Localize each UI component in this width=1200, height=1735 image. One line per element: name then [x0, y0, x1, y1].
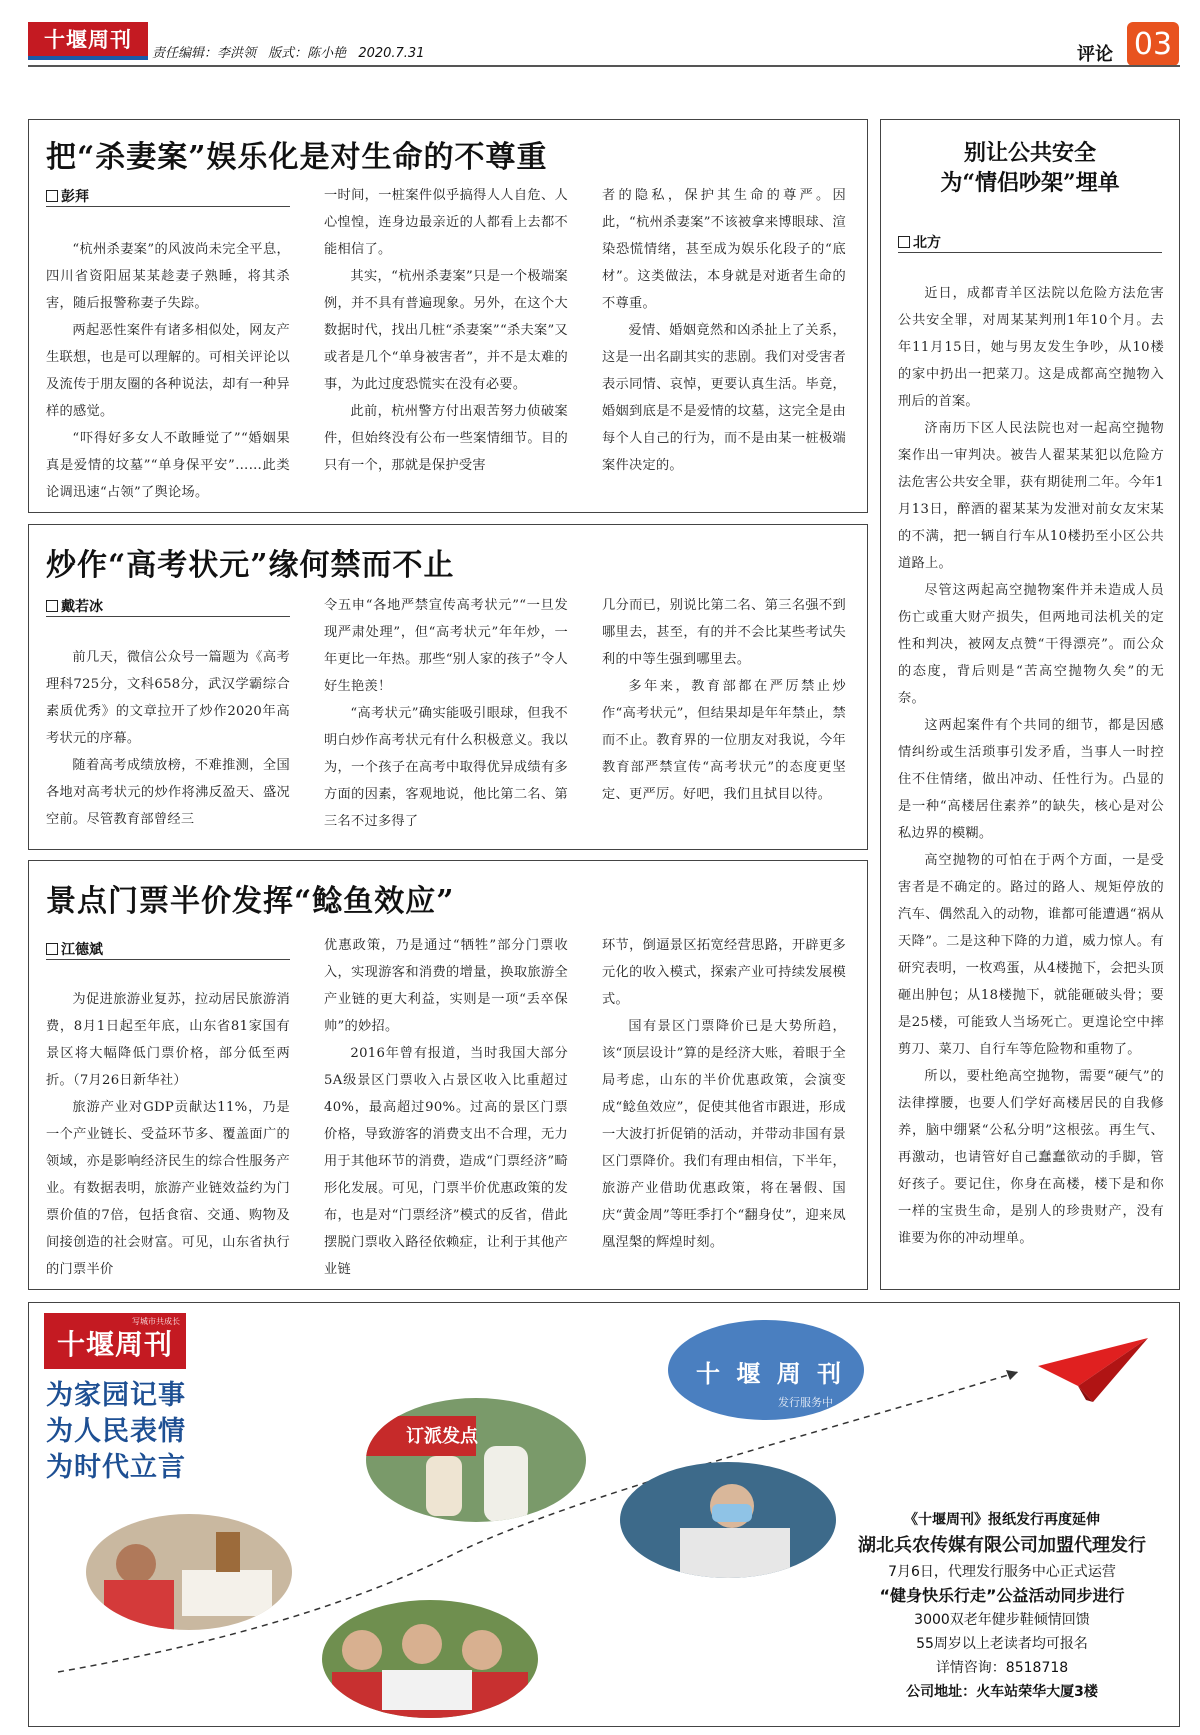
editor-credit: 责任编辑：李洪领	[152, 46, 257, 61]
sidebar-body: 近日，成都青羊区法院以危险方法危害公共安全罪，对周某某判刑1年10个月。去年11月15日，她与男友发生争吵，从10楼的家中扔出一把菜刀。这是成都高空抛物入刑后的首案。 济南历下区人民法院也对一起高空抛物案作出一审判决。被告人翟某某犯以危险方法危害公共安全罪，获有期徒刑二年。今年1月13日，醉酒的翟某某为发泄对前女友宋某的不满，把一辆自行车从10楼扔至小区公共道路上。 尽管这两起高空抛物案件并未造成人员伤亡或重大财产损失，但两地司法机关的定性和判决，被网友点赞“干得漂亮”。而公众的态度，背后则是“苦高空抛物久矣”的无奈。 这两起案件有个共同的细节，都是因感情纠纷或生活琐事引发矛盾，当事人一时控住不住情绪，做出冲动、任性行为。凸显的是一种“高楼居住素养”的缺失，核心是对公私边界的模糊。 高空抛物的可怕在于两个方面，一是受害者是不确定的。路过的路人、规矩停放的汽车、偶然乱入的动物，谁都可能遭遇“祸从天降”。二是这种下降的力道，威力惊人。有研究表明，一枚鸡蛋，从4楼抛下，会把头顶砸出肿包；从18楼抛下，就能砸破头骨；要是25楼，可能致人当场死亡。更遑论空中摔剪刀、菜刀、自行车等危险物和重物了。 所以，要杜绝高空抛物，需要“硬气”的法律撑腰，也要人们学好高楼居民的自我修养，脑中绷紧“公私分明”这根弦。再生气、再激动，也请管好自己蠢蠢欲动的手脚，管好孩子。要记住，你身在高楼，楼下是和你一样的宝贵生命，是别人的珍贵财产，没有谁要为你的冲动埋单。	[898, 286, 1164, 1246]
article-column: 为促进旅游业复苏，拉动居民旅游消费，8月1日起至年底，山东省81家国有景区将大幅降低门票价格，部分低至两折。（7月26日新华社） 旅游产业对GDP贡献达11%，乃是一个产业链长、受益环节多、覆盖面广的领域，亦是影响经济民生的综合性服务产业。有数据表明，旅游产业链效益约为门票价值的7倍，包括食宿、交通、购物及间接创造的社会财富。可见，山东省执行的门票半价	[46, 992, 290, 1277]
ad-slogans: 为家园记事 为人民表情 为时代立言	[46, 1380, 186, 1483]
photo-readers: 订派发点	[366, 1398, 586, 1522]
article-column: 优惠政策，乃是通过“牺牲”部分门票收入，实现游客和消费的增量，换取旅游全产业链的更大利益，实则是一项“丢卒保帅”的妙招。 2016年曾有报道，当时我国大部分5A级景区门票收入占景区收入比重超过40%，最高超过90%。过高的景区门票价格，导致游客的消费支出不合理，无力用于其他环节的消费，造成“门票经济”畸形化发展。可见，门票半价优惠政策的发布，也是对“门票经济”模式的反省，借此摆脱门票收入路径依赖症，让利于其他产业链	[324, 938, 568, 1277]
page-number: 03	[1127, 22, 1179, 66]
header-rule	[28, 65, 1180, 67]
issue-date: 2020.7.31	[358, 46, 425, 61]
article-byline: 戴若冰	[46, 596, 103, 616]
article-column: 前几天，微信公众号一篇题为《高考理科725分，文科658分，武汉学霸综合素质优秀》的文章拉开了炒作2020年高考状元的序幕。 随着高考成绩放榜，不难推测，全国各地对高考状元的炒作将沸反盈天、盛况空前。尽管教育部曾经三	[46, 650, 290, 827]
article-headline: 把“杀妻案”娱乐化是对生命的不尊重	[46, 140, 548, 175]
ad-logo: 写城市共成长 十堰周刊	[44, 1313, 186, 1369]
photo-children-reading	[86, 1514, 292, 1630]
byline-rule	[46, 206, 290, 207]
article-column: “杭州杀妻案”的风波尚未完全平息，四川省资阳屈某某趁妻子熟睡，将其杀害，随后报警称妻子失踪。 两起恶性案件有诸多相似处，网友产生联想，也是可以理解的。可相关评论以及流传于朋友圈的各种说法，却有一种异样的感觉。 “吓得好多女人不敢睡觉了”“婚姻果真是爱情的坟墓”“单身保平安”……此类论调迅速“占领”了舆论场。	[46, 242, 290, 500]
article-column: 环节，倒逼景区拓宽经营思路，开辟更多元化的收入模式，探索产业可持续发展模式。 国有景区门票降价已是大势所趋，该“顶层设计”算的是经济大账，着眼于全局考虑，山东的半价优惠政策，会演变成“鲶鱼效应”，促使其他省市跟进，形成一大波打折促销的活动，并带动非国有景区门票降价。我们有理由相信，下半年，旅游产业借助优惠政策，将在暑假、国庆“黄金周”等旺季打个“翻身仗”，迎来凤凰涅槃的辉煌时刻。	[602, 938, 846, 1250]
sidebar-headline: 别让公共安全 为“情侣吵架”埋单	[940, 140, 1120, 196]
section-name: 评论	[1077, 44, 1113, 65]
article-headline: 炒作“高考状元”缘何禁而不止	[46, 548, 455, 583]
article-column: 令五申“各地严禁宣传高考状元”“一旦发现严肃处理”，但“高考状元”年年炒，一年更比一年热。那些“别人家的孩子”令人好生艳羡！ “高考状元”确实能吸引眼球，但我不明白炒作高考状元有什么积极意义。我以为，一个孩子在高考中取得优异成绩有多方面的因素，客观地说，他比第二名、第三名不过多得了	[324, 598, 568, 829]
byline-rule	[898, 252, 1162, 253]
paper-plane-icon	[1038, 1338, 1148, 1402]
article-column: 者的隐私，保护其生命的尊严。因此，“杭州杀妻案”不该被拿来博眼球、渲染恐慌情绪，甚至成为娱乐化段子的“底材”。这类做法，本身就是对逝者生命的不尊重。 爱情、婚姻竟然和凶杀扯上了关系，这是一出名副其实的悲剧。我们对受害者表示同情、哀悼，更要认真生活。毕竟，婚姻到底是不是爱情的坟墓，这完全是由每个人自己的行为，而不是由某一桩极端案件决定的。	[602, 188, 846, 473]
article-byline: 彭拜	[46, 186, 89, 206]
ad-promo-text: 《十堰周刊》报纸发行再度延伸 湖北兵农传媒有限公司加盟代理发行 7月6日，代理发行服务中心正式运营 “健身快乐行走”公益活动同步进行 3000双老年健步鞋倾情回馈 55周岁以上老读者均可报名 详情咨询：8518718 公司地址：火车站荣华大厦3楼	[858, 1512, 1146, 1700]
photo-distribution-center: 十 堰 周 刊 发行服务中	[668, 1320, 864, 1420]
arrow-head-icon	[1006, 1370, 1018, 1380]
layout-credit: 版式：陈小艳	[268, 46, 347, 61]
article-headline: 景点门票半价发挥“鲶鱼效应”	[46, 884, 455, 919]
masthead-meta	[152, 42, 432, 61]
masthead-logo: 十堰周刊	[28, 22, 148, 60]
photo-masked-reader	[620, 1462, 836, 1578]
article-column: 一时间，一桩案件似乎搞得人人自危、人心惶惶，连身边最亲近的人都看上去都不能相信了。 其实，“杭州杀妻案”只是一个极端案例，并不具有普遍现象。另外，在这个大数据时代，找出几桩“杀妻案”“杀夫案”又或者是几个“单身被害者”，并不是太难的事，为此过度恐慌实在没有必要。 此前，杭州警方付出艰苦努力侦破案件，但始终没有公布一些案情细节。目的只有一个，那就是保护受害	[324, 188, 568, 473]
sidebar-byline: 北方	[898, 232, 941, 252]
photo-students	[322, 1600, 538, 1718]
byline-rule	[46, 959, 290, 960]
byline-rule	[46, 616, 290, 617]
article-column: 几分而已，别说比第二名、第三名强不到哪里去，甚至，有的并不会比某些考试失利的中等生强到哪里去。 多年来，教育部都在严厉禁止炒作“高考状元”，但结果却是年年禁止，禁而不止。教育界的一位朋友对我说，今年教育部严禁宣传“高考状元”的态度更坚定、更严厉。好吧，我们且拭目以待。	[602, 598, 846, 802]
article-byline: 江德斌	[46, 939, 103, 959]
